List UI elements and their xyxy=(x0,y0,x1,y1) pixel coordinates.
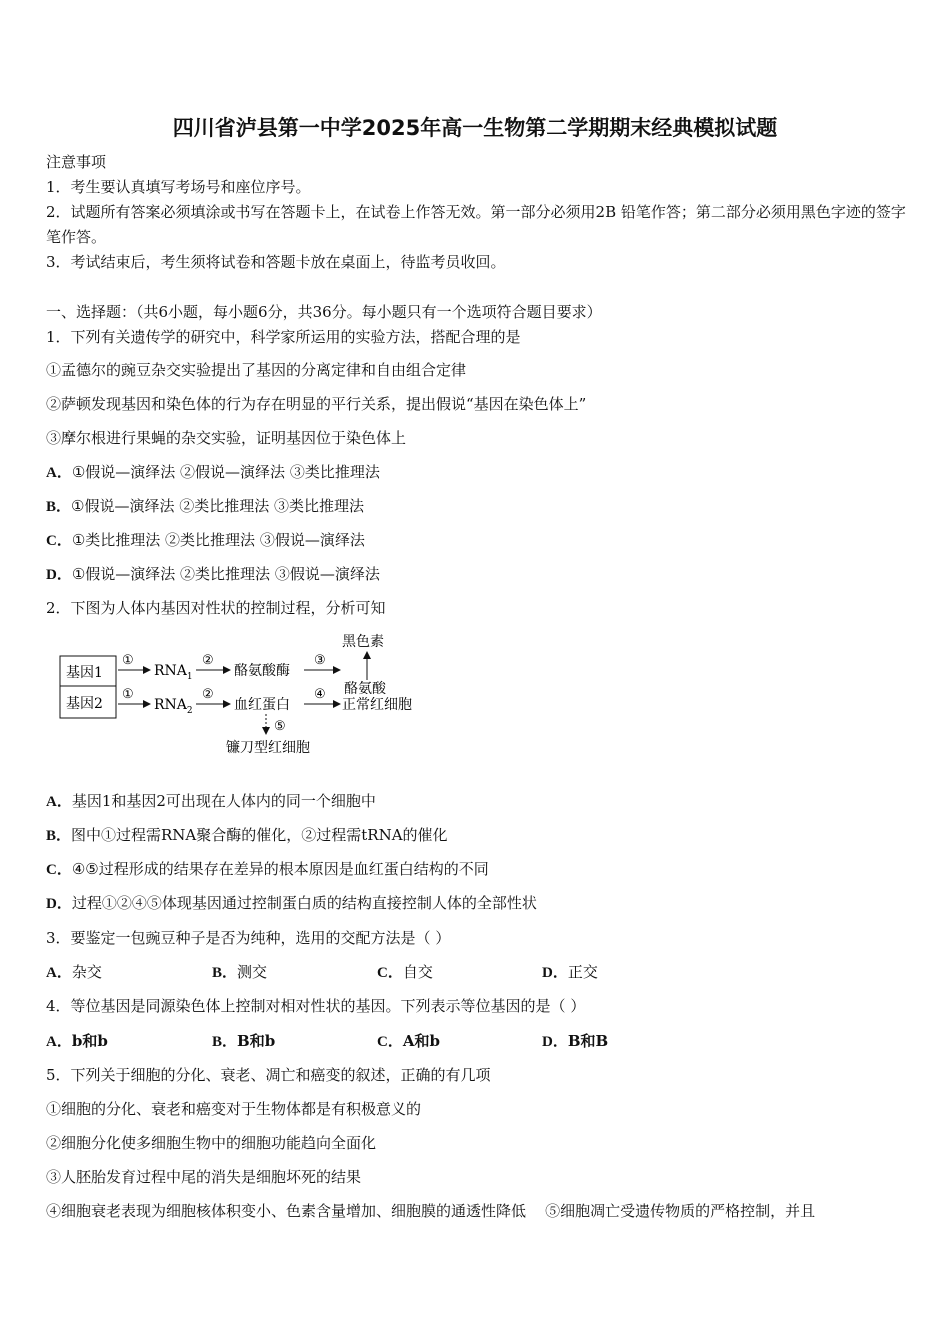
q4-option-a xyxy=(46,1032,108,1051)
rna2-text: RNA xyxy=(154,697,187,713)
q4-option-b xyxy=(212,1032,275,1051)
step1-label-row1: ① xyxy=(122,653,134,668)
option-text: 基因1和基因2可出现在人体内的同一个细胞中 xyxy=(71,792,376,810)
q2-option-c xyxy=(46,860,489,879)
option-label: A． xyxy=(46,465,72,481)
option-label: A． xyxy=(46,1034,72,1050)
q1-option-b xyxy=(46,497,364,516)
option-label: A． xyxy=(46,794,72,810)
q5-statement-4: ④细胞衰老表现为细胞核体积变小、色素含量增加、细胞膜的通透性降低 ⑤细胞凋亡受遗传物质的严格控制，并且 xyxy=(46,1202,816,1220)
option-text: 正交 xyxy=(567,963,598,981)
option-label: A． xyxy=(46,965,72,981)
q2-stem: 2．下图为人体内基因对性状的控制过程，分析可知 xyxy=(46,599,386,617)
tyrosinase-label: 酪氨酸酶 xyxy=(234,663,290,679)
q5-statement-1: ①细胞的分化、衰老和癌变对于生物体都是有积极意义的 xyxy=(46,1100,422,1118)
q4-options xyxy=(46,1032,906,1050)
option-label: B． xyxy=(212,1034,238,1050)
step2-label-row1: ② xyxy=(202,653,214,668)
rna2-subscript: 2 xyxy=(186,706,193,716)
option-label: C． xyxy=(46,533,72,549)
q1-option-d xyxy=(46,565,380,584)
q5-statement-3: ③人胚胎发育过程中尾的消失是细胞坏死的结果 xyxy=(46,1168,362,1186)
q5-statement-2: ②细胞分化使多细胞生物中的细胞功能趋向全面化 xyxy=(46,1134,377,1152)
option-label: C． xyxy=(377,1034,403,1050)
option-label: B． xyxy=(46,499,72,515)
gene1-label: 基因1 xyxy=(66,665,103,681)
normal-rbc-label: 正常红细胞 xyxy=(342,697,412,713)
option-text: ①假说—演绎法 ②类比推理法 ③类比推理法 xyxy=(71,497,365,515)
rna1-subscript: 1 xyxy=(186,672,193,682)
q3-stem: 3．要鉴定一包豌豆种子是否为纯种，选用的交配方法是（ ） xyxy=(46,929,451,947)
q1-statement-2: ②萨顿发现基因和染色体的行为存在明显的平行关系，提出假说“基因在染色体上” xyxy=(46,395,587,413)
option-label: D． xyxy=(542,965,568,981)
option-text: 自交 xyxy=(402,963,433,981)
option-label: D． xyxy=(46,896,72,912)
notice-heading: 注意事项 xyxy=(46,153,107,171)
q3-option-a xyxy=(46,963,102,982)
q3-option-d xyxy=(542,963,598,982)
sickle-rbc-label: 镰刀型红细胞 xyxy=(226,740,310,756)
step2-label-row2: ② xyxy=(202,687,214,702)
option-text: 过程①②④⑤体现基因通过控制蛋白质的结构直接控制人体的全部性状 xyxy=(71,894,537,912)
step1-label-row2: ① xyxy=(122,687,134,702)
rna1-label xyxy=(154,663,193,682)
melanin-label: 黑色素 xyxy=(342,634,384,650)
q2-option-b xyxy=(46,826,448,845)
page-title: 四川省泸县第一中学2025年高一生物第二学期期末经典模拟试题 xyxy=(172,116,778,140)
q5-stem: 5．下列关于细胞的分化、衰老、凋亡和癌变的叙述，正确的有几项 xyxy=(46,1066,491,1084)
option-text: 测交 xyxy=(237,963,268,981)
q1-statement-1: ①孟德尔的豌豆杂交实验提出了基因的分离定律和自由组合定律 xyxy=(46,361,467,379)
q4-option-c xyxy=(377,1032,440,1051)
hemoglobin-label: 血红蛋白 xyxy=(234,697,290,713)
notice-item-2: 2．试题所有答案必须填涂或书写在答题卡上，在试卷上作答无效。第一部分必须用2B 铅笔作答；第二部分必须用黑色字迹的签字笔作答。 xyxy=(46,203,906,246)
q2-option-a xyxy=(46,792,376,811)
q3-option-b xyxy=(212,963,267,982)
rna1-text: RNA xyxy=(154,663,187,679)
option-label: C． xyxy=(377,965,403,981)
option-text: ④⑤过程形成的结果存在差异的根本原因是血红蛋白结构的不同 xyxy=(71,860,489,878)
option-label: C． xyxy=(46,862,72,878)
option-label: B． xyxy=(46,828,72,844)
notice-item-3: 3．考试结束后，考生须将试卷和答题卡放在桌面上，待监考员收回。 xyxy=(46,253,506,271)
q4-stem: 4．等位基因是同源染色体上控制对相对性状的基因。下列表示等位基因的是（ ） xyxy=(46,997,586,1015)
step3-label: ③ xyxy=(314,653,326,668)
option-label: B． xyxy=(212,965,238,981)
notice-item-1: 1．考生要认真填写考场号和座位序号。 xyxy=(46,178,311,196)
step5-label: ⑤ xyxy=(274,719,286,734)
q1-stem: 1．下列有关遗传学的研究中，科学家所运用的实验方法，搭配合理的是 xyxy=(46,328,521,346)
q3-option-c xyxy=(377,963,433,982)
q1-option-a xyxy=(46,463,380,482)
q3-options xyxy=(46,963,906,981)
option-text: 杂交 xyxy=(71,963,102,981)
q1-statement-3: ③摩尔根进行果蝇的杂交实验，证明基因位于染色体上 xyxy=(46,429,407,447)
option-text: 图中①过程需RNA聚合酶的催化，②过程需tRNA的催化 xyxy=(71,826,448,844)
step4-label: ④ xyxy=(314,687,326,702)
tyrosine-label: 酪氨酸 xyxy=(344,681,386,697)
option-text: ①假说—演绎法 ②类比推理法 ③假说—演绎法 xyxy=(71,565,380,583)
option-label: D． xyxy=(542,1034,568,1050)
option-text: A和b xyxy=(402,1032,440,1050)
q1-option-c xyxy=(46,531,365,550)
q2-option-d xyxy=(46,894,537,913)
option-text: ①类比推理法 ②类比推理法 ③假说—演绎法 xyxy=(71,531,365,549)
gene-control-diagram xyxy=(56,630,456,758)
option-text: b和b xyxy=(71,1032,108,1050)
option-text: B和b xyxy=(237,1032,276,1050)
option-text: ①假说—演绎法 ②假说—演绎法 ③类比推理法 xyxy=(71,463,380,481)
rna2-label xyxy=(154,697,193,716)
q4-option-d xyxy=(542,1032,608,1051)
gene2-label: 基因2 xyxy=(66,696,103,712)
option-text: B和B xyxy=(567,1032,609,1050)
section-heading: 一、选择题：（共6小题，每小题6分，共36分。每小题只有一个选项符合题目要求） xyxy=(46,303,602,321)
option-label: D． xyxy=(46,567,72,583)
